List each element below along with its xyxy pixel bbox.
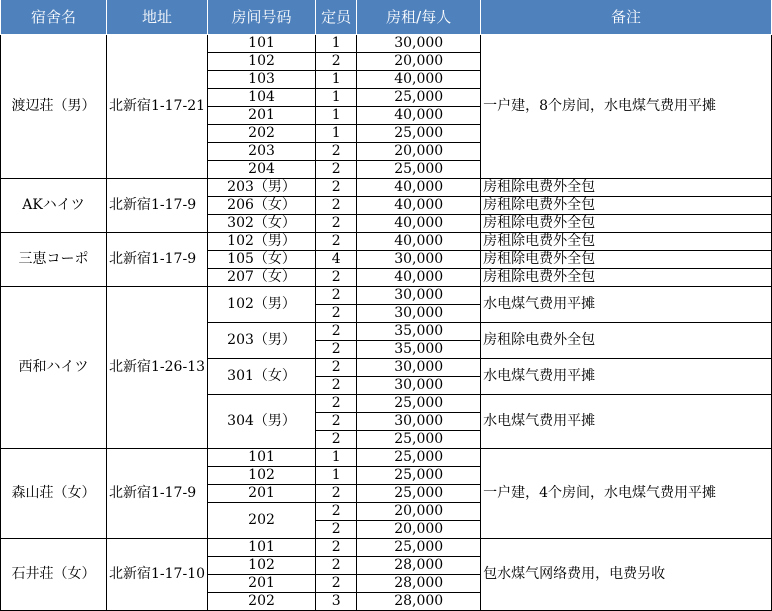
rent-cell: 35,000 [357, 341, 481, 359]
header-room-number: 房间号码 [208, 0, 316, 35]
rent-cell: 40,000 [357, 233, 481, 251]
capacity-cell: 2 [316, 215, 357, 233]
capacity-cell: 2 [316, 341, 357, 359]
rent-cell: 25,000 [357, 125, 481, 143]
header-dorm-name: 宿舍名 [1, 0, 107, 35]
capacity-cell: 2 [316, 161, 357, 179]
room-note: 水电煤气费用平摊 [481, 287, 772, 323]
rent-cell: 20,000 [357, 143, 481, 161]
capacity-cell: 2 [316, 431, 357, 449]
dorm-note: 一户建，4个房间，水电煤气费用平摊 [481, 449, 772, 539]
dorm-address: 北新宿1-26-13 [107, 287, 208, 449]
dorm-address: 北新宿1-17-21 [107, 35, 208, 179]
room-number: 203（男） [208, 179, 316, 197]
room-note: 房租除电费外全包 [481, 233, 772, 251]
dorm-name: 渡辺荘（男） [1, 35, 107, 179]
header-capacity: 定员 [316, 0, 357, 35]
capacity-cell: 2 [316, 197, 357, 215]
table-row [1, 35, 772, 53]
dorm-note: 一户建，8个房间，水电煤气费用平摊 [481, 35, 772, 179]
rent-cell: 30,000 [357, 305, 481, 323]
room-number: 102 [208, 467, 316, 485]
dorm-note: 包水煤气网络费用，电费另收 [481, 539, 772, 611]
dorm-name: AKハイツ [1, 179, 107, 233]
capacity-cell: 1 [316, 89, 357, 107]
room-note: 水电煤气费用平摊 [481, 395, 772, 449]
capacity-cell: 2 [316, 557, 357, 575]
room-number: 102（男） [208, 233, 316, 251]
header-rent-per-person: 房租/每人 [357, 0, 481, 35]
dorm-address: 北新宿1-17-9 [107, 449, 208, 539]
room-number: 206（女） [208, 197, 316, 215]
rent-cell: 25,000 [357, 449, 481, 467]
table-body [1, 35, 772, 611]
capacity-cell: 2 [316, 395, 357, 413]
rent-cell: 40,000 [357, 197, 481, 215]
capacity-cell: 2 [316, 413, 357, 431]
room-number: 101 [208, 449, 316, 467]
capacity-cell: 1 [316, 107, 357, 125]
room-number: 201 [208, 575, 316, 593]
rent-cell: 28,000 [357, 593, 481, 611]
table-row [1, 539, 772, 557]
capacity-cell: 1 [316, 449, 357, 467]
capacity-cell: 1 [316, 35, 357, 53]
rent-cell: 40,000 [357, 71, 481, 89]
table-row [1, 449, 772, 467]
capacity-cell: 1 [316, 71, 357, 89]
capacity-cell: 1 [316, 125, 357, 143]
rent-cell: 20,000 [357, 503, 481, 521]
room-note: 房租除电费外全包 [481, 323, 772, 359]
room-number: 202 [208, 125, 316, 143]
rent-cell: 25,000 [357, 395, 481, 413]
capacity-cell: 2 [316, 143, 357, 161]
room-number: 102 [208, 53, 316, 71]
room-number: 201 [208, 107, 316, 125]
rent-cell: 30,000 [357, 35, 481, 53]
room-number: 102 [208, 557, 316, 575]
capacity-cell: 4 [316, 251, 357, 269]
dorm-address: 北新宿1-17-9 [107, 233, 208, 287]
room-number: 101 [208, 35, 316, 53]
room-note: 房租除电费外全包 [481, 179, 772, 197]
room-note: 房租除电费外全包 [481, 215, 772, 233]
room-number: 104 [208, 89, 316, 107]
room-number: 202 [208, 593, 316, 611]
capacity-cell: 2 [316, 359, 357, 377]
room-number: 301（女） [208, 359, 316, 395]
rent-cell: 20,000 [357, 53, 481, 71]
room-note: 房租除电费外全包 [481, 251, 772, 269]
header-row [1, 0, 772, 35]
capacity-cell: 2 [316, 53, 357, 71]
rent-cell: 30,000 [357, 413, 481, 431]
capacity-cell: 2 [316, 287, 357, 305]
capacity-cell: 2 [316, 503, 357, 521]
table-row [1, 179, 772, 197]
rent-cell: 30,000 [357, 377, 481, 395]
rent-cell: 28,000 [357, 575, 481, 593]
rent-cell: 28,000 [357, 557, 481, 575]
rent-cell: 25,000 [357, 539, 481, 557]
rent-cell: 30,000 [357, 251, 481, 269]
room-number: 203 [208, 143, 316, 161]
rent-cell: 40,000 [357, 215, 481, 233]
capacity-cell: 2 [316, 377, 357, 395]
rent-cell: 25,000 [357, 467, 481, 485]
dorm-address: 北新宿1-17-10 [107, 539, 208, 611]
room-number: 102（男） [208, 287, 316, 323]
room-note: 水电煤气费用平摊 [481, 359, 772, 395]
room-number: 202 [208, 503, 316, 539]
dorm-name: 三恵コーポ [1, 233, 107, 287]
header-address: 地址 [107, 0, 208, 35]
capacity-cell: 2 [316, 233, 357, 251]
rent-cell: 25,000 [357, 431, 481, 449]
dorm-name: 石井荘（女） [1, 539, 107, 611]
rent-cell: 40,000 [357, 107, 481, 125]
capacity-cell: 2 [316, 521, 357, 539]
capacity-cell: 1 [316, 467, 357, 485]
room-number: 101 [208, 539, 316, 557]
room-number: 105（女） [208, 251, 316, 269]
table-row [1, 287, 772, 305]
capacity-cell: 2 [316, 575, 357, 593]
rent-cell: 25,000 [357, 485, 481, 503]
header-notes: 备注 [481, 0, 772, 35]
room-number: 302（女） [208, 215, 316, 233]
dorm-address: 北新宿1-17-9 [107, 179, 208, 233]
room-number: 103 [208, 71, 316, 89]
room-number: 201 [208, 485, 316, 503]
capacity-cell: 3 [316, 593, 357, 611]
rent-cell: 30,000 [357, 287, 481, 305]
room-note: 房租除电费外全包 [481, 197, 772, 215]
room-number: 204 [208, 161, 316, 179]
rent-cell: 25,000 [357, 161, 481, 179]
capacity-cell: 2 [316, 539, 357, 557]
rent-cell: 30,000 [357, 359, 481, 377]
room-number: 207（女） [208, 269, 316, 287]
table-row [1, 233, 772, 251]
capacity-cell: 2 [316, 269, 357, 287]
dorm-name: 西和ハイツ [1, 287, 107, 449]
capacity-cell: 2 [316, 323, 357, 341]
rent-cell: 40,000 [357, 179, 481, 197]
capacity-cell: 2 [316, 179, 357, 197]
dorm-name: 森山荘（女） [1, 449, 107, 539]
room-number: 304（男） [208, 395, 316, 449]
room-number: 203（男） [208, 323, 316, 359]
capacity-cell: 2 [316, 485, 357, 503]
rent-cell: 25,000 [357, 89, 481, 107]
rent-cell: 20,000 [357, 521, 481, 539]
rent-cell: 40,000 [357, 269, 481, 287]
capacity-cell: 2 [316, 305, 357, 323]
room-note: 房租除电费外全包 [481, 269, 772, 287]
rent-cell: 35,000 [357, 323, 481, 341]
